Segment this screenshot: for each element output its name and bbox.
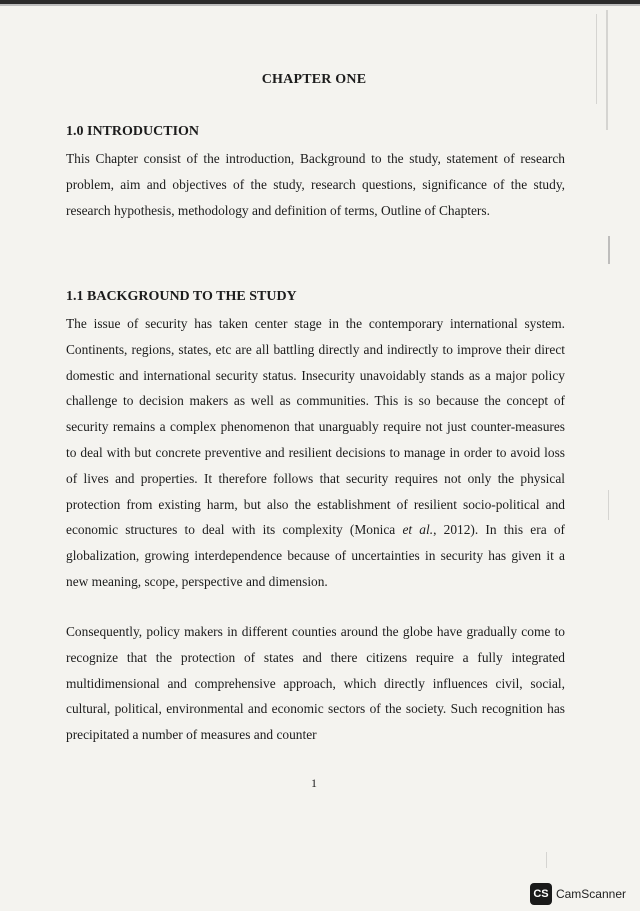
background-paragraph-2: Consequently, policy makers in different counties around the globe have gradually come to recognize that the protection of states and there citizens require a fully integrated multidimensional and comprehensive approach, which directly influences civil, social, cultural, political, environmental and economic sectors of the society. Such recognition has precipitated a number of measures and counter (66, 624, 565, 743)
camscanner-label: CamScanner (555, 887, 626, 901)
scan-artifact (596, 14, 597, 104)
camscanner-watermark (530, 883, 626, 905)
paragraph-text: The issue of security has taken center stage in the contemporary international system. Continents, regions, states, etc are all battling directly and indirectly to improve their direct domestic and international security status. Insecurity unavoidably stands as a major policy challenge to decision makers as well as communities. This is so because the concept of security remains a complex phenomenon that unarguably require not just counter-measures to deal with but concrete preventive and resilient decisions to manage in order to avoid loss of lives and properties. It therefore follows that security requires not only the physical protection from existing harm, but also the establishment of resilient socio-political and economic structures to deal with its complexity (Monica (66, 316, 565, 538)
paragraph-text: , 2012). In this era of globalization, growing interdependence because of uncertainties in security has given it a new meaning, scope, perspective and dimension. (66, 522, 565, 589)
chapter-title: CHAPTER ONE (261, 72, 367, 87)
section-heading-background: 1.1 BACKGROUND TO THE STUDY (66, 289, 297, 304)
background-paragraph-1 (66, 311, 565, 595)
introduction-paragraph: This Chapter consist of the introduction, Background to the study, statement of research problem, aim and objectives of the study, research questions, significance of the study, research hypothesis, methodology and definition of terms, Outline of Chapters. (66, 151, 565, 218)
page-number: 1 (311, 776, 317, 790)
citation-et-al: et al. (402, 522, 434, 538)
camscanner-logo-icon: CS (530, 883, 552, 905)
scan-edge-shadow (0, 4, 640, 6)
scan-artifact (608, 490, 609, 520)
scan-artifact (546, 852, 547, 868)
scan-artifact (606, 10, 608, 130)
scan-artifact (608, 236, 610, 264)
section-heading-introduction: 1.0 INTRODUCTION (66, 124, 200, 139)
